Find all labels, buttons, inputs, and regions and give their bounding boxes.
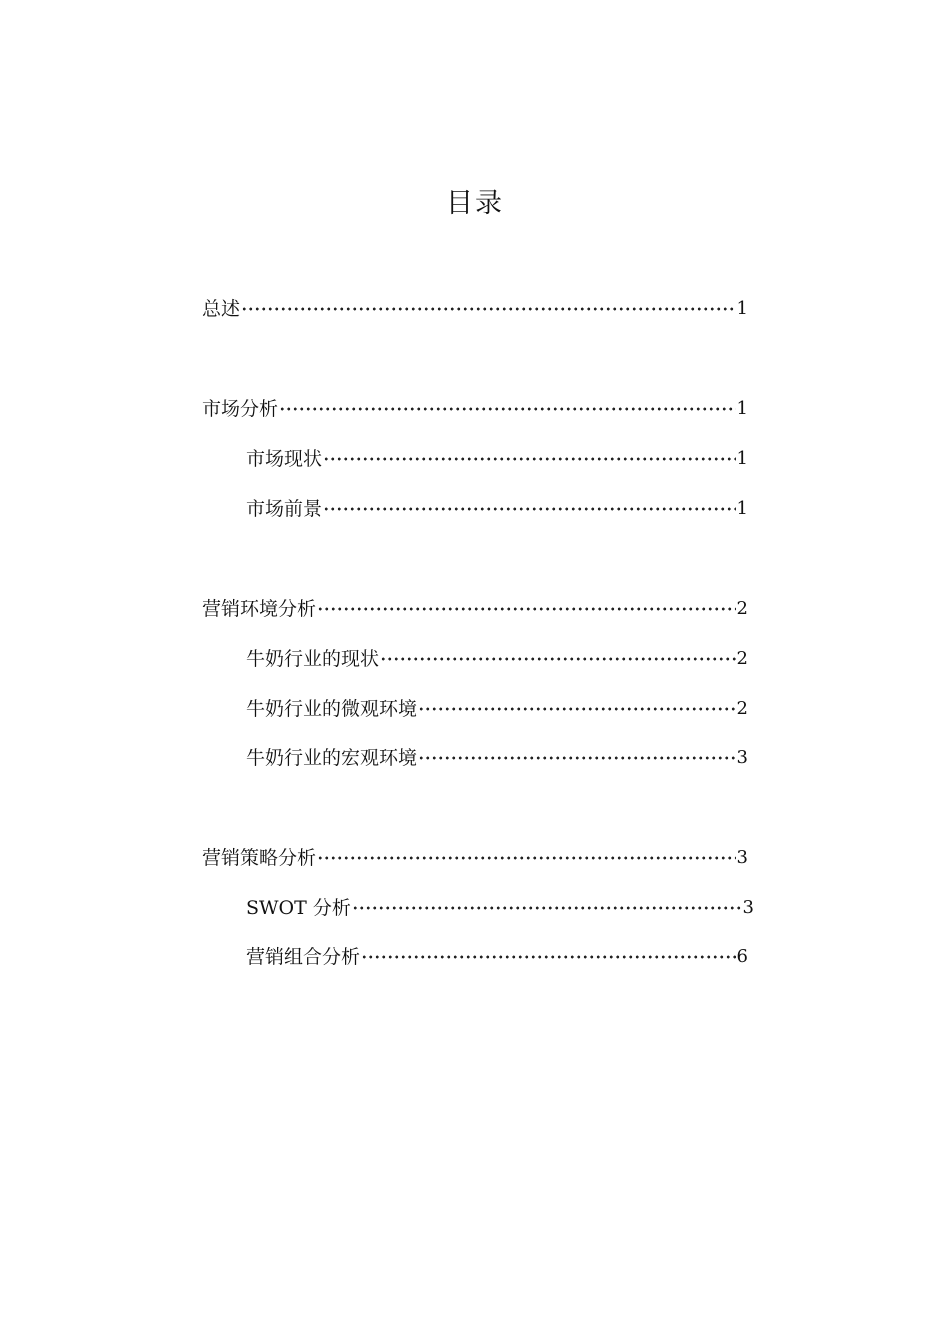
dot-leader <box>323 444 736 474</box>
toc-entry-overview[interactable] <box>202 294 748 324</box>
dot-leader <box>352 893 742 923</box>
toc-entry-marketing-strategy[interactable] <box>202 843 748 873</box>
toc-entry-market-analysis[interactable] <box>202 394 748 424</box>
dot-leader <box>361 942 736 972</box>
toc-entry-page: 1 <box>736 448 748 469</box>
toc-title: 目录 <box>446 188 504 219</box>
toc-entry-label: 市场现状 <box>246 448 323 470</box>
toc-entry-milk-industry-micro[interactable] <box>246 694 748 724</box>
toc-entry-label: 营销组合分析 <box>246 946 361 968</box>
toc-entry-marketing-environment[interactable] <box>202 594 748 624</box>
toc-entry-page: 2 <box>736 598 748 619</box>
toc-entry-page: 2 <box>736 648 748 669</box>
toc-entry-label: 牛奶行业的宏观环境 <box>246 747 418 769</box>
toc-entry-page: 1 <box>736 498 748 519</box>
dot-leader <box>317 843 736 873</box>
toc-entry-page: 3 <box>736 847 748 868</box>
toc-entry-page: 1 <box>736 398 748 419</box>
dot-leader <box>279 394 736 424</box>
toc-entry-label: 牛奶行业的微观环境 <box>246 698 418 720</box>
toc-entry-market-prospect[interactable] <box>246 494 748 524</box>
toc-entry-milk-industry-macro[interactable] <box>246 743 748 773</box>
toc-entry-page: 2 <box>736 698 748 719</box>
toc-entry-milk-industry-status[interactable] <box>246 644 748 674</box>
toc-entry-page: 1 <box>736 298 748 319</box>
dot-leader <box>317 594 736 624</box>
toc-entry-label: 牛奶行业的现状 <box>246 648 380 670</box>
toc-entry-page: 6 <box>736 946 748 967</box>
toc-entry-label: 营销策略分析 <box>202 847 317 869</box>
toc-entry-label: 市场前景 <box>246 498 323 520</box>
toc-entry-label: 总述 <box>202 298 241 320</box>
dot-leader <box>380 644 736 674</box>
toc-entry-label: SWOT 分析 <box>246 897 351 919</box>
toc-entry-marketing-mix[interactable] <box>246 942 748 972</box>
toc-entry-market-status[interactable] <box>246 444 748 474</box>
dot-leader <box>418 743 736 773</box>
toc-entry-swot-analysis[interactable] <box>246 893 754 923</box>
toc-entry-page: 3 <box>742 897 754 918</box>
toc-entry-page: 3 <box>736 747 748 768</box>
dot-leader <box>323 494 736 524</box>
toc-entry-label: 市场分析 <box>202 398 279 420</box>
dot-leader <box>418 694 736 724</box>
toc-entry-label: 营销环境分析 <box>202 598 317 620</box>
dot-leader <box>241 294 736 324</box>
